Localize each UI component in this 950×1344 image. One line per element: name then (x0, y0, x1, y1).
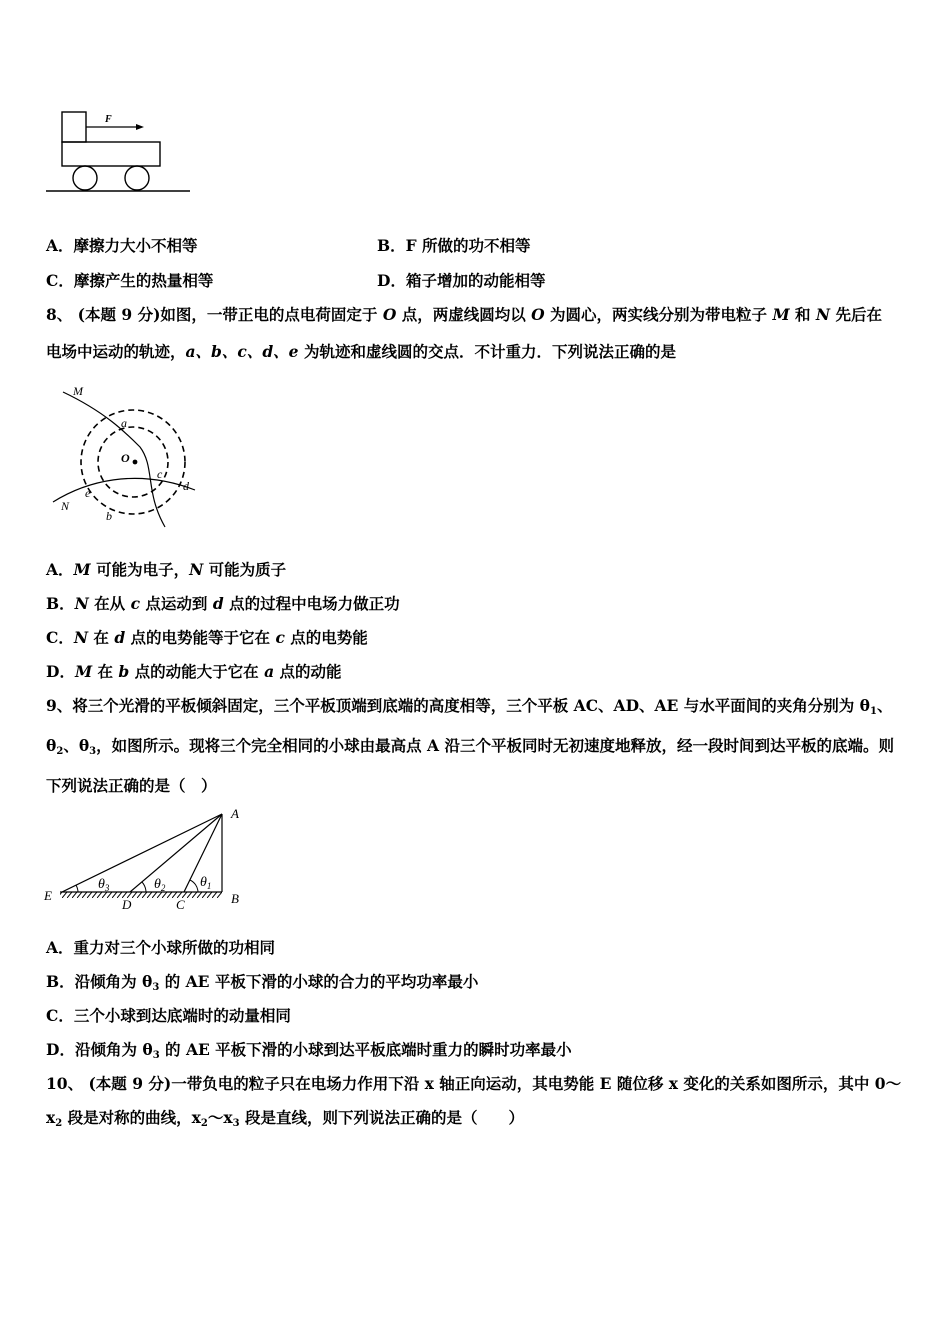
q8-option-a: A．M 可能为电子，N 可能为质子 (46, 560, 287, 579)
q9-stem: 9、将三个光滑的平板倾斜固定，三个平板顶端到底端的高度相等，三个平板 AC、AD、AE 与水平面间的夹角分别为 $\theta_1$、$\theta_2$、$\theta_3$，如图所示。现将三个完全相同的小球由最高点 A 沿三个平板同时无初速度地释放，经一段时间到达平板的底端。则下列说法正确的是（ ） (46, 696, 894, 795)
label-b: b (106, 509, 112, 523)
label-m: M (73, 384, 83, 398)
label-e: E (44, 888, 52, 903)
wheel-right (125, 166, 149, 190)
label-a: a (121, 416, 127, 430)
q8-option-d: D．M 在 b 点的动能大于它在 a 点的动能 (46, 662, 342, 681)
q9-option-d: D．沿倾角为 $\theta_3$ 的 AE 平板下滑的小球到达平板底端时重力的瞬时功率最小 (46, 1040, 572, 1061)
force-label: F (105, 114, 112, 125)
q8-trajectory-figure (45, 382, 205, 532)
q9-incline-figure (42, 802, 252, 912)
q9-option-b: B．沿倾角为 $\theta_3$ 的 AE 平板下滑的小球的合力的平均功率最小 (46, 972, 479, 993)
charge-o (133, 460, 138, 465)
trajectory-n (53, 478, 195, 502)
angle-arc-2 (142, 882, 146, 892)
box (62, 112, 86, 142)
wheel-left (73, 166, 97, 190)
q9-option-c: C．三个小球到达底端时的动量相同 (46, 1006, 291, 1025)
label-a: A (231, 806, 239, 821)
angle-arc-3 (76, 885, 78, 892)
label-c: c (157, 467, 163, 481)
plank-ae (62, 814, 222, 892)
q10-stem: 10、 (本题 9 分)一带负电的粒子只在电场力作用下沿 x 轴正向运动，其电势能 E 随位移 x 变化的关系如图所示，其中 $0\sim x_2$ 段是对称的曲线，$x_2\sim x_3$ 段是直线，则下列说法正确的是（ ） (46, 1074, 902, 1129)
label-e: e (85, 486, 91, 500)
label-d: d (183, 479, 189, 493)
q7-option-b: B．F 所做的功不相等 (377, 236, 531, 255)
label-n: N (61, 499, 70, 513)
label-b: B (231, 891, 239, 906)
q9-option-a: A．重力对三个小球所做的功相同 (46, 938, 276, 957)
angle-arc-1 (190, 880, 198, 892)
cart-body (62, 142, 160, 166)
cart-figure (40, 105, 200, 200)
q8-option-c: C．N 在 d 点的电势能等于它在 c 点的电势能 (46, 628, 368, 647)
label-theta2: $\theta_2$ (154, 877, 166, 893)
force-arrowhead (136, 124, 144, 130)
q7-option-d: D．箱子增加的动能相等 (377, 271, 546, 290)
q7-option-a: A．摩擦力大小不相等 (46, 236, 198, 255)
label-d: D (122, 897, 132, 912)
label-o: O (121, 451, 130, 465)
q8-stem-line2: 电场中运动的轨迹，a、b、c、d、e 为轨迹和虚线圆的交点．不计重力．下列说法正确的是 (46, 342, 676, 361)
label-theta1: $\theta_1$ (200, 875, 212, 891)
q7-option-c: C．摩擦产生的热量相等 (46, 271, 214, 290)
q8-option-b: B．N 在从 c 点运动到 d 点的过程中电场力做正功 (46, 594, 400, 613)
label-theta3: $\theta_3$ (98, 877, 110, 893)
q8-stem-line1: 8、 (本题 9 分)如图，一带正电的点电荷固定于 O 点，两虚线圆均以 O 为圆心，两实线分别为带电粒子 M 和 N 先后在 (46, 305, 882, 324)
ground-hatch (60, 892, 222, 898)
label-c: C (176, 897, 185, 912)
